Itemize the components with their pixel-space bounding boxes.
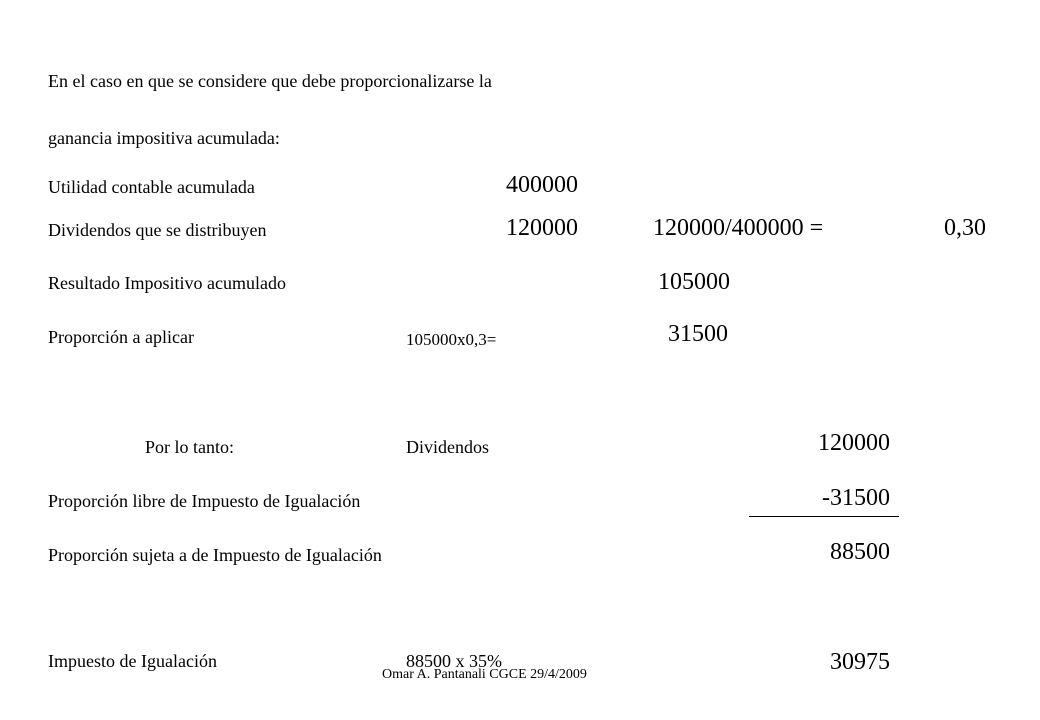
intro-line-1: En el caso en que se considere que debe proporcionalizarse la [48,71,492,91]
resultado-value: 105000 [658,269,730,295]
dividendos-formula: 120000/400000 = [653,215,824,241]
utilidad-value: 400000 [506,172,578,198]
sujeta-value: 88500 [830,539,890,565]
proporcion-formula: 105000x0,3= [406,330,497,349]
dividendos-ratio: 0,30 [944,215,986,241]
footer-credit: Omar A. Pantanali CGCE 29/4/2009 [382,667,587,682]
utilidad-label: Utilidad contable acumulada [48,177,255,197]
libre-label: Proporción libre de Impuesto de Igualación [48,491,361,511]
impuesto-value: 30975 [830,649,890,675]
summary-dividendos-label: Dividendos [406,437,489,457]
impuesto-label: Impuesto de Igualación [48,651,217,671]
proporcion-label: Proporción a aplicar [48,327,194,347]
libre-value: -31500 [822,485,890,511]
summary-dividendos-value: 120000 [818,430,890,456]
intro-line-2: ganancia impositiva acumulada: [48,128,280,148]
dividendos-value: 120000 [506,215,578,241]
subtotal-rule [749,516,899,517]
dividendos-label: Dividendos que se distribuyen [48,220,267,240]
summary-lead: Por lo tanto: [145,437,234,457]
sujeta-label: Proporción sujeta a de Impuesto de Igualación [48,545,382,565]
impuesto-formula: 88500 x 35% [406,651,502,671]
resultado-label: Resultado Impositivo acumulado [48,273,286,293]
proporcion-value: 31500 [668,321,728,347]
